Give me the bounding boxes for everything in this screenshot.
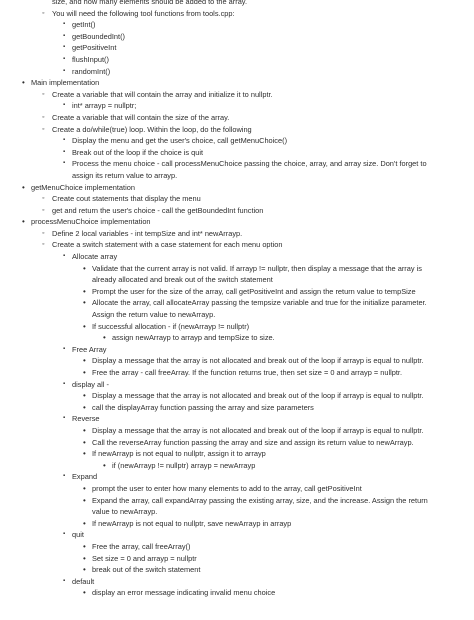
doc-line: • Expand the array, call expandArray passing the existing array, size, and the increase. Assign the return value to newArrayp. — [92, 495, 447, 518]
section-heading: • getMenuChoice implementation — [31, 182, 474, 194]
case-heading: ▪ Expand — [72, 471, 474, 483]
doc-line: • display an error message indicating invalid menu choice — [92, 587, 474, 599]
doc-line: ◦ get and return the user's choice - call the getBoundedInt function — [52, 205, 474, 217]
doc-line: ▪ int* arrayp = nullptr; — [72, 100, 474, 112]
doc-line: • If newArrayp is not equal to nullptr, assign it to arrayp — [92, 448, 474, 460]
case-heading: ▪ default — [72, 576, 474, 588]
case-heading: ▪ quit — [72, 529, 474, 541]
doc-line: ▪ getBoundedInt() — [72, 31, 474, 43]
doc-line: • assign newArrayp to arrayp and tempSize to size. — [112, 332, 474, 344]
doc-line: • If newArrayp is not equal to nullptr, save newArrayp in arrayp — [92, 518, 474, 530]
doc-line: ▪ getPositiveInt — [72, 42, 474, 54]
doc-line: • Call the reverseArray function passing the array and size and assign its return value to newArrayp. — [92, 437, 474, 449]
doc-line: • Prompt the user for the size of the array, call getPositiveInt and assign the return value to tempSize — [92, 286, 474, 298]
doc-line: • Display a message that the array is not allocated and break out of the loop if arrayp is equal to nullptr. — [92, 355, 474, 367]
doc-line: ◦ Create a switch statement with a case statement for each menu option — [52, 239, 474, 251]
doc-line: ▪ Display the menu and get the user's choice, call getMenuChoice() — [72, 135, 474, 147]
doc-line: ▪ getInt() — [72, 19, 474, 31]
doc-line: • break out of the switch statement — [92, 564, 474, 576]
case-heading: ▪ display all - — [72, 379, 474, 391]
doc-line: ◦ Define 2 local variables - int tempSize and int* newArrayp. — [52, 228, 474, 240]
doc-line: ▪ randomInt() — [72, 66, 474, 78]
doc-line: • Validate that the current array is not valid. If arrayp != nullptr, then display a message that the array is already allocated and break out of the switch statement — [92, 263, 447, 286]
doc-line: • Display a message that the array is not allocated and break out of the loop if arrayp is equal to nullptr. — [92, 390, 474, 402]
section-heading: • Main implementation — [31, 77, 474, 89]
doc-line: • Set size = 0 and arrayp = nullptr — [92, 553, 474, 565]
doc-line: • Allocate the array, call allocateArray passing the tempsize variable and true for the initialize parameter. Assign the return value to newArrayp. — [92, 297, 447, 320]
doc-line: • Free the array, call freeArray() — [92, 541, 474, 553]
doc-line: • if (newArrayp != nullptr) arrayp = newArrayp — [112, 460, 474, 472]
doc-line: ▪ flushInput() — [72, 54, 474, 66]
doc-line: size, and how many elements should be added to the array. — [52, 0, 248, 6]
doc-line: ◦ Create a variable that will contain the size of the array. — [52, 112, 474, 124]
doc-line: • If successful allocation - if (newArrayp != nullptr) — [92, 321, 474, 333]
doc-line: • prompt the user to enter how many elements to add to the array, call getPositiveInt — [92, 483, 474, 495]
doc-line: ◦ You will need the following tool functions from tools.cpp: — [52, 8, 474, 20]
doc-line: ▪ Break out of the loop if the choice is quit — [72, 147, 474, 159]
doc-line: ▪ Process the menu choice - call processMenuChoice passing the choice, array, and array size. Don't forget to assign its return value to arrayp. — [72, 158, 427, 181]
case-heading: ▪ Allocate array — [72, 251, 474, 263]
doc-line: • call the displayArray function passing the array and size parameters — [92, 402, 474, 414]
case-heading: ▪ Free Array — [72, 344, 474, 356]
doc-line: ◦ Create cout statements that display the menu — [52, 193, 474, 205]
section-heading: • processMenuChoice implementation — [31, 216, 474, 228]
doc-line: ◦ Create a do/while(true) loop. Within the loop, do the following — [52, 124, 474, 136]
doc-line: • Free the array - call freeArray. If the function returns true, then set size = 0 and arrayp = nullptr. — [92, 367, 474, 379]
doc-line: ◦ Create a variable that will contain the array and initialize it to nullptr. — [52, 89, 474, 101]
doc-line: • Display a message that the array is not allocated and break out of the loop if arrayp is equal to nullptr. — [92, 425, 474, 437]
case-heading: ▪ Reverse — [72, 413, 474, 425]
